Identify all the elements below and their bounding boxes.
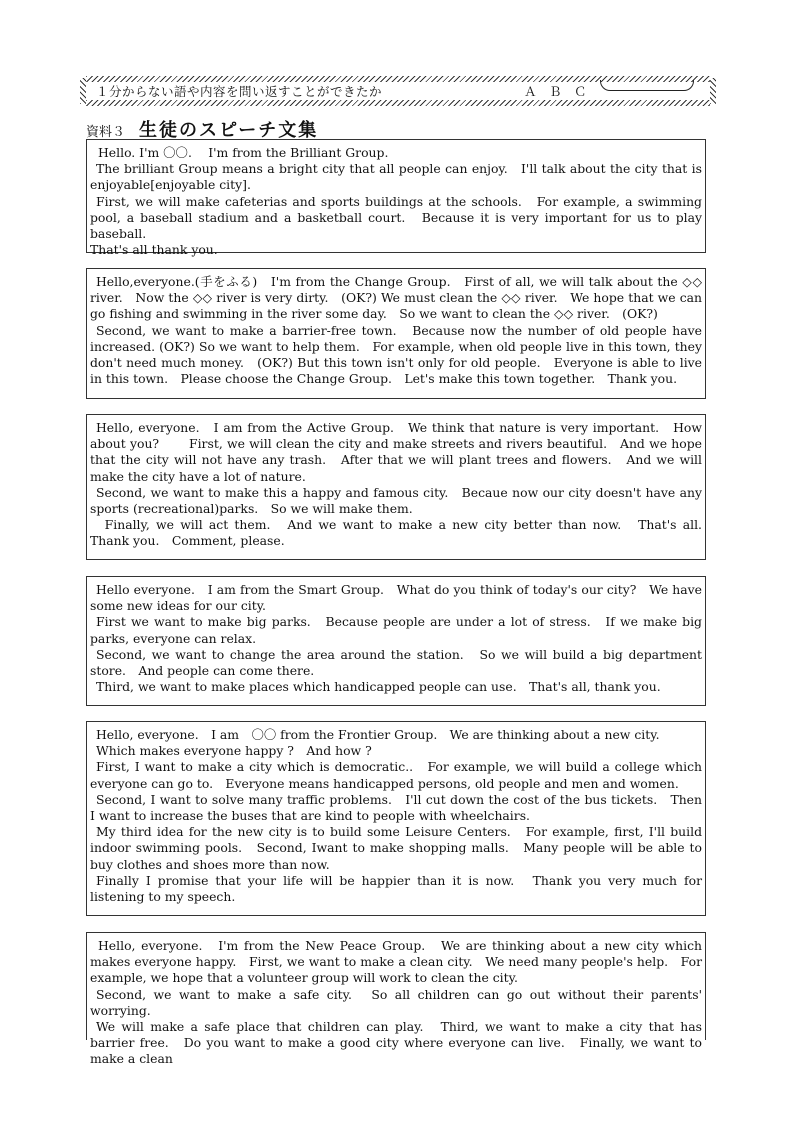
speech-line: The brilliant Group means a bright city that all people can enjoy. I'll talk about the city that is enjoyable[enjoyable city]. — [90, 161, 702, 193]
speech-box-active — [86, 414, 715, 560]
speech-line: Hello, everyone. I'm from the New Peace Group. We are thinking about a new city which makes everyone happy. First, we want to make a clean city. We need many people's help. For example, we hope that a volunteer group will work to clean the city. — [90, 938, 702, 986]
speech-box-brilliant — [86, 139, 706, 258]
self-check-header — [86, 78, 710, 102]
self-check-question: １分からない語や内容を問い返すことができたか — [96, 84, 383, 99]
speech-line: Second, we want to change the area around the station. So we will build a big department store. And people can come there. — [90, 646, 702, 679]
speech-line: Which makes everyone happy ? And how ? — [96, 743, 372, 759]
speech-line: Second, we want to make this a happy and famous city. Becaue now our city doesn't have any sports (recreational)parks. So we will make them. — [90, 484, 702, 517]
speech-box-frontier — [86, 721, 706, 916]
speech-line: That's all thank you. — [90, 242, 218, 258]
speech-line: Third, we want to make places which handicapped people can use. That's all, thank you. — [96, 679, 661, 695]
comment-bracket — [600, 80, 694, 91]
header-border-right — [710, 78, 716, 104]
speech-line: First, we will make cafeterias and sports buildings at the schools. For example, a swimming pool, a baseball stadium and a basketball court. Because it is very important for us to play baseball. — [90, 193, 702, 242]
speech-line: Hello. I'm 〇〇. I'm from the Brilliant Group. — [98, 145, 389, 160]
speech-line: Hello, everyone. I am from the Active Group. We think that nature is very important. How about you? First, we will clean the city and make streets and rivers beautiful. And we hope that the city will not have any trash. After that we will plant trees and flowers. And we will make the city have a lot of nature. — [90, 420, 702, 484]
speech-line: Finally, we will act them. And we want to make a new city better than now. That's all. Thank you. Comment, please. — [90, 517, 715, 549]
speech-box-change — [86, 268, 706, 399]
speech-line: My third idea for the new city is to build some Leisure Centers. For example, first, I'll build indoor swimming pools. Second, Iwant to make shopping malls. Many people will be able to buy clothes and shoes more than now. — [90, 824, 702, 872]
speech-line: Finally I promise that your life will be happier than it is now. Thank you very much for listening to my speech. — [90, 872, 702, 905]
page-title: 生徒のスピーチ文集 — [139, 120, 319, 141]
header-border-bottom — [86, 100, 710, 106]
speech-line: First, I want to make a city which is democratic.. For example, we will build a college which everyone can go to. Everyone means handicapped persons, old people and men and women. — [90, 759, 702, 791]
speech-line: Second, we want to make a safe city. So all children can go out without their parents' worrying. — [90, 986, 702, 1018]
speech-line: We will make a safe place that children can play. Third, we want to make a city that has barrier free. Do you want to make a good city where everyone can live. Finally, we want to make a clean — [90, 1019, 702, 1067]
speech-line: Second, I want to solve many traffic problems. I'll cut down the cost of the bus tickets. Then I want to increase the buses that are kind to people with wheelchairs. — [90, 791, 702, 824]
speech-line: First we want to make big parks. Because people are under a lot of stress. If we make big parks, everyone can relax. — [90, 614, 702, 646]
material-label: 資料３ — [86, 125, 126, 140]
speech-line: Hello,everyone.(手をふる) I'm from the Change Group. First of all, we will talk about the ◇◇ river. Now the ◇◇ river is very dirty. (OK?) We must clean the ◇◇ river. We hope that we can go fishing and swimming in the river some day. So we want to clean the ◇◇ river. (OK?) — [90, 274, 702, 322]
speech-box-smart — [86, 576, 706, 706]
speech-line: Second, we want to make a barrier-free town. Because now the number of old people have increased. (OK?) So we want to help them. For example, when old people live in this town, they don't need much money. (OK?) But this town isn't only for old people. Everyone is able to live in this town. Please choose the Change Group. Let's make this town together. Thank you. — [90, 322, 702, 387]
speech-box-new-peace — [86, 932, 706, 1067]
speech-line: Hello everyone. I am from the Smart Group. What do you think of today's our city? We have some new ideas for our city. — [90, 582, 702, 614]
speech-line: Hello, everyone. I am 〇〇 from the Frontier Group. We are thinking about a new city. — [96, 727, 660, 742]
grade-options: Ａ Ｂ Ｃ — [524, 84, 587, 99]
header-border-left — [80, 78, 86, 104]
